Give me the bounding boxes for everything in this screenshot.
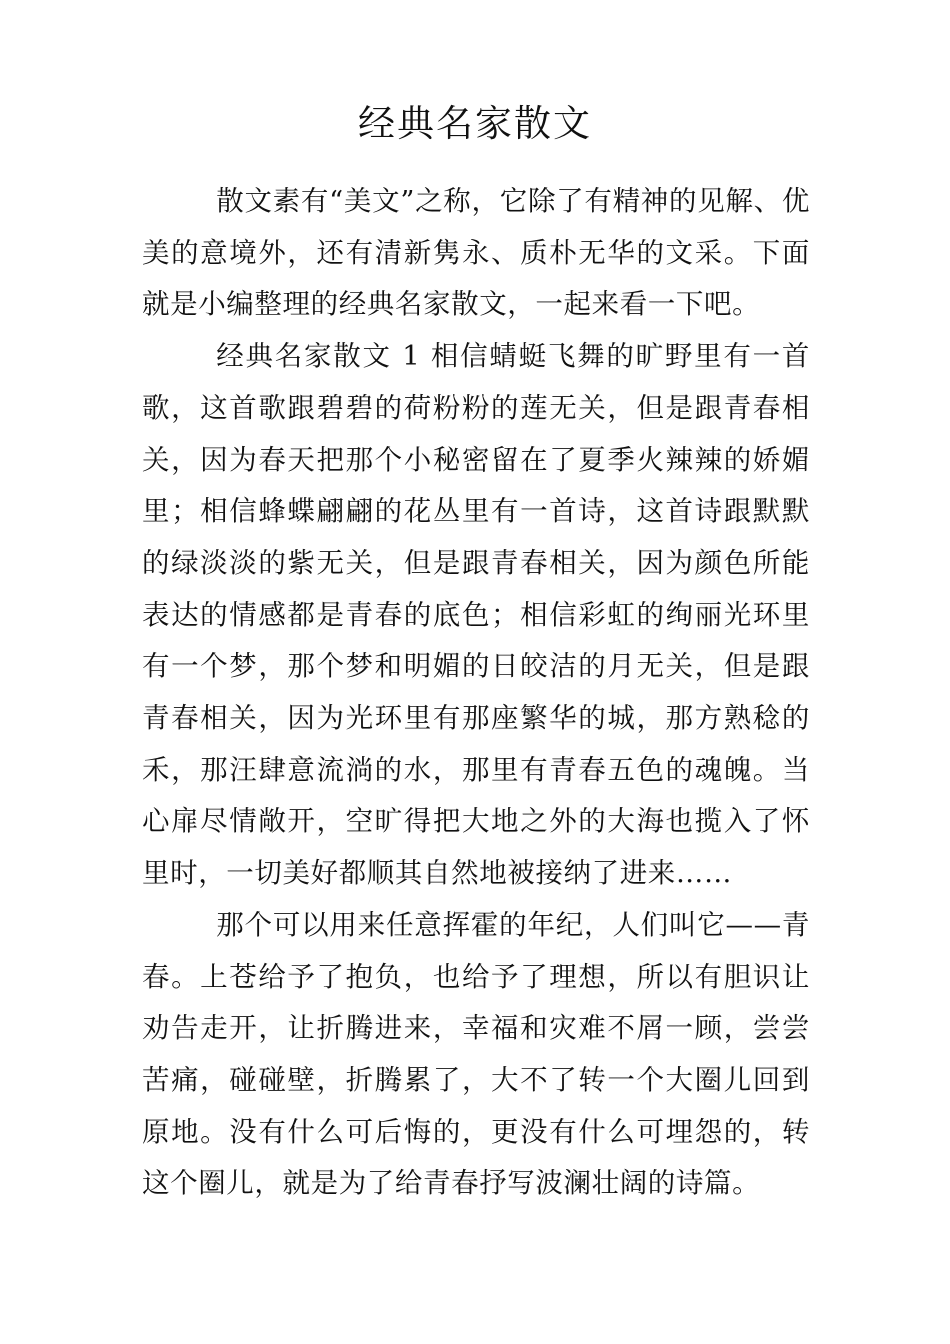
document-body — [142, 176, 810, 1210]
document-title: 经典名家散文 — [358, 102, 592, 145]
paragraph-youth: 那个可以用来任意挥霍的年纪，人们叫它——青春。上苍给予了抱负，也给予了理想，所以有胆识让劝告走开，让折腾进来，幸福和灾难不屑一顾，尝尝苦痛，碰碰壁，折腾累了，大不了转一个大圈儿回到原地。没有什么可后悔的，更没有什么可埋怨的，转这个圈儿，就是为了给青春抒写波澜壮阔的诗篇。 — [142, 908, 810, 1200]
paragraph-essay-1: 经典名家散文 1 相信蜻蜓飞舞的旷野里有一首歌，这首歌跟碧碧的荷粉粉的莲无关，但是跟青春相关，因为春天把那个小秘密留在了夏季火辣辣的娇媚里；相信蜂蝶翩翩的花丛里有一首诗，这首诗跟默默的绿淡淡的紫无关，但是跟青春相关，因为颜色所能表达的情感都是青春的底色；相信彩虹的绚丽光环里有一个梦，那个梦和明媚的日皎洁的月无关，但是跟青春相关，因为光环里有那座繁华的城，那方熟稔的禾，那汪肆意流淌的水，那里有青春五色的魂魄。当心扉尽情敞开，空旷得把大地之外的大海也揽入了怀里时，一切美好都顺其自然地被接纳了进来…… — [142, 340, 810, 890]
paragraph-intro: 散文素有“美文”之称，它除了有精神的见解、优美的意境外，还有清新隽永、质朴无华的文采。下面就是小编整理的经典名家散文，一起来看一下吧。 — [142, 185, 810, 321]
